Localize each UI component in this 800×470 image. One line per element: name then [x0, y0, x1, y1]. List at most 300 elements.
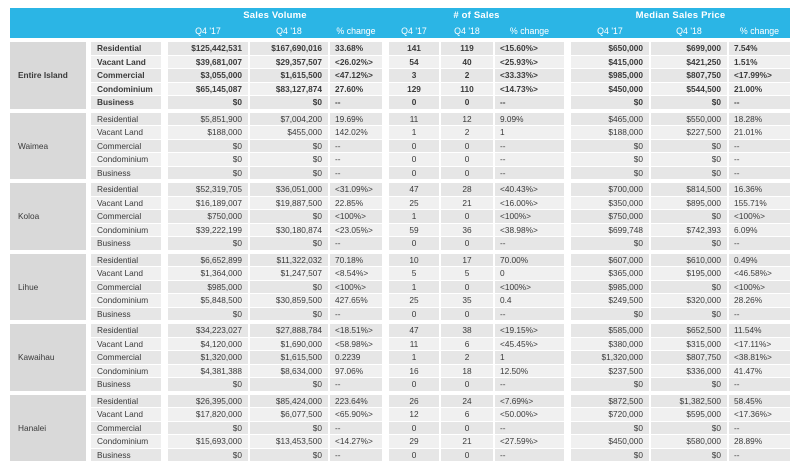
region-name: Koloa	[10, 183, 86, 250]
property-type-label: Vacant Land	[91, 197, 161, 210]
table-cell-sales_volume: $11,322,032	[250, 254, 328, 267]
table-cell-sales_volume: --	[330, 167, 382, 180]
table-cell-median_price: $415,000	[571, 56, 649, 69]
property-type-label: Business	[91, 237, 161, 250]
table-cell-median_price: $0	[651, 96, 727, 109]
table-cell-sales_volume: $5,848,500	[168, 294, 248, 307]
table-cell-median_price: $450,000	[571, 435, 649, 448]
table-cell-sales_volume: --	[330, 449, 382, 462]
table-cell-sales_volume: <100%>	[330, 210, 382, 223]
table-cell-num_sales: 12	[441, 113, 493, 126]
table-cell-sales_volume: <58.98%>	[330, 338, 382, 351]
table-cell-median_price: <100%>	[729, 210, 790, 223]
table-cell-num_sales: 0	[389, 237, 439, 250]
table-cell-median_price: --	[729, 153, 790, 166]
table-cell-sales_volume: $17,820,000	[168, 408, 248, 421]
table-cell-num_sales: 0	[441, 96, 493, 109]
table-cell-num_sales: --	[495, 449, 564, 462]
table-cell-sales_volume: $0	[168, 96, 248, 109]
table-cell-median_price: $0	[651, 153, 727, 166]
table-cell-sales_volume: $0	[250, 96, 328, 109]
table-cell-num_sales: 1	[389, 210, 439, 223]
table-cell-median_price: $595,000	[651, 408, 727, 421]
table-cell-num_sales: 0	[389, 140, 439, 153]
table-cell-sales_volume: 22.85%	[330, 197, 382, 210]
property-type-label: Commercial	[91, 69, 161, 82]
table-cell-num_sales: <7.69%>	[495, 395, 564, 408]
property-type-label: Business	[91, 96, 161, 109]
property-type-label: Vacant Land	[91, 408, 161, 421]
table-cell-median_price: $807,750	[651, 69, 727, 82]
table-cell-median_price: 21.00%	[729, 83, 790, 96]
table-cell-num_sales: 25	[389, 294, 439, 307]
table-cell-median_price: $0	[651, 140, 727, 153]
table-cell-sales_volume: $0	[168, 237, 248, 250]
property-type-label: Vacant Land	[91, 267, 161, 280]
table-cell-sales_volume: $0	[250, 378, 328, 391]
table-cell-num_sales: 54	[389, 56, 439, 69]
region-name: Lihue	[10, 254, 86, 321]
column-group-sales-volume: Sales Volume	[243, 10, 307, 21]
table-cell-sales_volume: $0	[250, 210, 328, 223]
table-cell-median_price: $807,750	[651, 351, 727, 364]
table-cell-num_sales: <15.60%>	[495, 42, 564, 55]
table-cell-sales_volume: <100%>	[330, 281, 382, 294]
table-cell-sales_volume: $0	[250, 237, 328, 250]
property-type-label: Commercial	[91, 351, 161, 364]
table-cell-num_sales: <25.93%>	[495, 56, 564, 69]
table-cell-sales_volume: $0	[168, 140, 248, 153]
table-cell-sales_volume: --	[330, 378, 382, 391]
table-cell-num_sales: 110	[441, 83, 493, 96]
table-cell-sales_volume: $0	[168, 378, 248, 391]
table-cell-median_price: $0	[571, 153, 649, 166]
table-cell-num_sales: 0	[389, 378, 439, 391]
table-cell-median_price: $380,000	[571, 338, 649, 351]
table-cell-num_sales: <19.15%>	[495, 324, 564, 337]
table-cell-sales_volume: $29,357,507	[250, 56, 328, 69]
table-cell-median_price: $0	[651, 210, 727, 223]
table-cell-num_sales: --	[495, 378, 564, 391]
table-cell-sales_volume: <18.51%>	[330, 324, 382, 337]
table-cell-sales_volume: $8,634,000	[250, 365, 328, 378]
table-cell-median_price: 28.26%	[729, 294, 790, 307]
table-cell-median_price: $720,000	[571, 408, 649, 421]
table-cell-sales_volume: $750,000	[168, 210, 248, 223]
table-cell-sales_volume: --	[330, 96, 382, 109]
table-cell-num_sales: --	[495, 308, 564, 321]
table-cell-num_sales: 47	[389, 183, 439, 196]
table-cell-num_sales: <45.45%>	[495, 338, 564, 351]
table-cell-num_sales: 0	[441, 210, 493, 223]
table-cell-sales_volume: $0	[250, 449, 328, 462]
table-cell-median_price: 58.45%	[729, 395, 790, 408]
table-cell-sales_volume: --	[330, 308, 382, 321]
subheader-mp-q4-18: Q4 '18	[676, 25, 702, 36]
property-type-label: Vacant Land	[91, 338, 161, 351]
table-cell-sales_volume: 27.60%	[330, 83, 382, 96]
column-group-num-sales: # of Sales	[453, 10, 500, 21]
table-cell-num_sales: <38.98%>	[495, 224, 564, 237]
table-cell-num_sales: 2	[441, 126, 493, 139]
table-cell-num_sales: 0	[441, 140, 493, 153]
table-cell-median_price: $350,000	[571, 197, 649, 210]
table-cell-sales_volume: <23.05%>	[330, 224, 382, 237]
table-cell-sales_volume: $188,000	[168, 126, 248, 139]
table-cell-num_sales: 1	[389, 351, 439, 364]
table-cell-num_sales: 6	[441, 338, 493, 351]
table-cell-sales_volume: $0	[250, 281, 328, 294]
table-cell-median_price: $580,000	[651, 435, 727, 448]
table-cell-median_price: --	[729, 308, 790, 321]
table-cell-median_price: $465,000	[571, 113, 649, 126]
table-cell-num_sales: 0	[441, 281, 493, 294]
property-type-label: Residential	[91, 395, 161, 408]
table-cell-sales_volume: 427.65%	[330, 294, 382, 307]
table-cell-num_sales: --	[495, 167, 564, 180]
property-type-label: Vacant Land	[91, 56, 161, 69]
table-cell-sales_volume: $0	[168, 449, 248, 462]
table-cell-num_sales: --	[495, 153, 564, 166]
sales-report-table	[10, 8, 790, 461]
table-cell-num_sales: 0	[441, 449, 493, 462]
table-cell-num_sales: 17	[441, 254, 493, 267]
table-cell-num_sales: --	[495, 237, 564, 250]
subheader-ns-q4-17: Q4 '17	[401, 25, 427, 36]
table-cell-sales_volume: $0	[168, 167, 248, 180]
table-cell-num_sales: <40.43%>	[495, 183, 564, 196]
table-cell-sales_volume: $0	[168, 422, 248, 435]
table-cell-num_sales: 129	[389, 83, 439, 96]
table-cell-num_sales: 0.4	[495, 294, 564, 307]
table-cell-num_sales: 141	[389, 42, 439, 55]
subheader-mp-q4-17: Q4 '17	[597, 25, 623, 36]
property-type-label: Business	[91, 308, 161, 321]
table-cell-sales_volume: $1,364,000	[168, 267, 248, 280]
table-cell-num_sales: 0	[389, 167, 439, 180]
property-type-label: Commercial	[91, 422, 161, 435]
table-cell-sales_volume: $0	[250, 308, 328, 321]
table-cell-median_price: $699,000	[651, 42, 727, 55]
table-cell-median_price: <17.11%>	[729, 338, 790, 351]
table-cell-sales_volume: 70.18%	[330, 254, 382, 267]
table-cell-num_sales: 3	[389, 69, 439, 82]
table-cell-num_sales: 0	[389, 153, 439, 166]
table-cell-median_price: <17.36%>	[729, 408, 790, 421]
table-cell-num_sales: 2	[441, 351, 493, 364]
table-cell-median_price: --	[729, 96, 790, 109]
table-cell-median_price: $872,500	[571, 395, 649, 408]
table-cell-num_sales: 0	[441, 308, 493, 321]
table-cell-median_price: $188,000	[571, 126, 649, 139]
region-block	[10, 324, 790, 391]
table-cell-median_price: $814,500	[651, 183, 727, 196]
table-cell-sales_volume: $0	[250, 140, 328, 153]
table-cell-median_price: $699,748	[571, 224, 649, 237]
table-cell-num_sales: 21	[441, 435, 493, 448]
table-cell-sales_volume: $1,690,000	[250, 338, 328, 351]
table-cell-sales_volume: $19,887,500	[250, 197, 328, 210]
region-name: Hanalei	[10, 395, 86, 462]
table-cell-num_sales: 35	[441, 294, 493, 307]
table-cell-median_price: $0	[571, 140, 649, 153]
table-cell-median_price: $365,000	[571, 267, 649, 280]
table-cell-num_sales: 11	[389, 113, 439, 126]
table-cell-median_price: $421,250	[651, 56, 727, 69]
table-cell-num_sales: 25	[389, 197, 439, 210]
table-cell-median_price: $544,500	[651, 83, 727, 96]
table-cell-median_price: --	[729, 140, 790, 153]
table-cell-num_sales: <100%>	[495, 281, 564, 294]
table-cell-median_price: 16.36%	[729, 183, 790, 196]
table-cell-median_price: $895,000	[651, 197, 727, 210]
table-cell-sales_volume: 142.02%	[330, 126, 382, 139]
table-cell-sales_volume: <65.90%>	[330, 408, 382, 421]
table-cell-median_price: $0	[571, 167, 649, 180]
table-cell-sales_volume: 0.2239	[330, 351, 382, 364]
table-body	[10, 42, 790, 461]
table-cell-sales_volume: $39,222,199	[168, 224, 248, 237]
table-cell-sales_volume: $7,004,200	[250, 113, 328, 126]
table-cell-sales_volume: $3,055,000	[168, 69, 248, 82]
table-cell-num_sales: 24	[441, 395, 493, 408]
table-cell-num_sales: 0	[441, 153, 493, 166]
subheader-sv-pct: % change	[336, 25, 376, 36]
table-cell-median_price: $585,000	[571, 324, 649, 337]
table-cell-sales_volume: $1,320,000	[168, 351, 248, 364]
table-cell-num_sales: 5	[441, 267, 493, 280]
table-cell-num_sales: 21	[441, 197, 493, 210]
table-cell-sales_volume: $30,859,500	[250, 294, 328, 307]
table-cell-median_price: $607,000	[571, 254, 649, 267]
table-cell-median_price: $985,000	[571, 69, 649, 82]
table-cell-median_price: $0	[571, 449, 649, 462]
table-cell-num_sales: 1	[495, 126, 564, 139]
table-cell-sales_volume: $455,000	[250, 126, 328, 139]
table-cell-num_sales: 70.00%	[495, 254, 564, 267]
table-cell-sales_volume: --	[330, 237, 382, 250]
table-cell-num_sales: 29	[389, 435, 439, 448]
table-cell-median_price: <38.81%>	[729, 351, 790, 364]
table-cell-sales_volume: --	[330, 422, 382, 435]
table-cell-num_sales: 10	[389, 254, 439, 267]
table-cell-median_price: $237,500	[571, 365, 649, 378]
property-type-label: Condominium	[91, 153, 161, 166]
property-type-label: Commercial	[91, 140, 161, 153]
table-cell-median_price: $249,500	[571, 294, 649, 307]
table-cell-median_price: $227,500	[651, 126, 727, 139]
table-cell-sales_volume: --	[330, 153, 382, 166]
property-type-label: Residential	[91, 42, 161, 55]
table-cell-median_price: --	[729, 449, 790, 462]
table-cell-num_sales: <14.73%>	[495, 83, 564, 96]
table-cell-sales_volume: $83,127,874	[250, 83, 328, 96]
table-cell-sales_volume: $0	[168, 308, 248, 321]
table-cell-num_sales: <50.00%>	[495, 408, 564, 421]
property-type-label: Business	[91, 378, 161, 391]
table-cell-sales_volume: --	[330, 140, 382, 153]
table-cell-sales_volume: $36,051,000	[250, 183, 328, 196]
table-cell-num_sales: 59	[389, 224, 439, 237]
table-cell-median_price: 7.54%	[729, 42, 790, 55]
table-cell-num_sales: 16	[389, 365, 439, 378]
region-name: Waimea	[10, 113, 86, 180]
table-cell-num_sales: --	[495, 422, 564, 435]
property-type-label: Commercial	[91, 281, 161, 294]
table-cell-num_sales: 5	[389, 267, 439, 280]
table-cell-sales_volume: $985,000	[168, 281, 248, 294]
region-name: Kawaihau	[10, 324, 86, 391]
table-cell-sales_volume: $52,319,705	[168, 183, 248, 196]
table-cell-num_sales: 36	[441, 224, 493, 237]
table-cell-median_price: $450,000	[571, 83, 649, 96]
region-block	[10, 42, 790, 109]
table-cell-median_price: $0	[651, 167, 727, 180]
table-cell-sales_volume: <31.09%>	[330, 183, 382, 196]
subheader-mp-pct: % change	[739, 25, 780, 36]
table-cell-sales_volume: $5,851,900	[168, 113, 248, 126]
region-block	[10, 254, 790, 321]
table-cell-sales_volume: 33.68%	[330, 42, 382, 55]
table-cell-num_sales: 9.09%	[495, 113, 564, 126]
table-cell-num_sales: 1	[389, 126, 439, 139]
table-cell-num_sales: <100%>	[495, 210, 564, 223]
table-cell-num_sales: --	[495, 140, 564, 153]
table-cell-sales_volume: $6,652,899	[168, 254, 248, 267]
table-cell-num_sales: 0	[495, 267, 564, 280]
table-cell-sales_volume: $16,189,007	[168, 197, 248, 210]
table-cell-sales_volume: $1,615,500	[250, 69, 328, 82]
table-cell-sales_volume: $125,442,531	[168, 42, 248, 55]
region-block	[10, 113, 790, 180]
table-cell-sales_volume: $6,077,500	[250, 408, 328, 421]
table-cell-median_price: $315,000	[651, 338, 727, 351]
column-group-median-sales-price: Median Sales Price	[635, 10, 726, 21]
table-cell-num_sales: 0	[441, 378, 493, 391]
subheader-ns-q4-18: Q4 '18	[454, 25, 480, 36]
table-cell-sales_volume: $27,888,784	[250, 324, 328, 337]
table-cell-median_price: --	[729, 422, 790, 435]
property-type-label: Condominium	[91, 435, 161, 448]
table-cell-num_sales: 40	[441, 56, 493, 69]
table-cell-num_sales: 11	[389, 338, 439, 351]
table-cell-sales_volume: $4,120,000	[168, 338, 248, 351]
table-cell-num_sales: 0	[441, 237, 493, 250]
table-cell-num_sales: 2	[441, 69, 493, 82]
table-cell-num_sales: 6	[441, 408, 493, 421]
table-cell-num_sales: 12	[389, 408, 439, 421]
table-cell-num_sales: 1	[389, 281, 439, 294]
table-cell-sales_volume: <8.54%>	[330, 267, 382, 280]
table-cell-median_price: 21.01%	[729, 126, 790, 139]
table-cell-median_price: $320,000	[651, 294, 727, 307]
table-cell-sales_volume: $13,453,500	[250, 435, 328, 448]
table-cell-median_price: $0	[651, 422, 727, 435]
table-cell-median_price: 6.09%	[729, 224, 790, 237]
table-cell-sales_volume: $34,223,027	[168, 324, 248, 337]
property-type-label: Residential	[91, 183, 161, 196]
table-cell-sales_volume: $0	[250, 153, 328, 166]
table-cell-median_price: --	[729, 378, 790, 391]
table-cell-sales_volume: $1,615,500	[250, 351, 328, 364]
table-cell-sales_volume: $65,145,087	[168, 83, 248, 96]
property-type-label: Condominium	[91, 365, 161, 378]
table-cell-sales_volume: $167,690,016	[250, 42, 328, 55]
table-cell-sales_volume: 97.06%	[330, 365, 382, 378]
table-cell-median_price: $652,500	[651, 324, 727, 337]
table-cell-sales_volume: <47.12%>	[330, 69, 382, 82]
table-cell-sales_volume: $26,395,000	[168, 395, 248, 408]
property-type-label: Condominium	[91, 294, 161, 307]
table-cell-sales_volume: $85,424,000	[250, 395, 328, 408]
property-type-label: Residential	[91, 113, 161, 126]
table-cell-median_price: 11.54%	[729, 324, 790, 337]
table-cell-num_sales: 1	[495, 351, 564, 364]
table-cell-median_price: $0	[651, 281, 727, 294]
table-cell-num_sales: <16.00%>	[495, 197, 564, 210]
table-cell-median_price: $700,000	[571, 183, 649, 196]
table-cell-num_sales: 12.50%	[495, 365, 564, 378]
table-cell-num_sales: 18	[441, 365, 493, 378]
table-cell-sales_volume: $4,381,388	[168, 365, 248, 378]
table-cell-median_price: $1,320,000	[571, 351, 649, 364]
table-cell-median_price: <46.58%>	[729, 267, 790, 280]
table-cell-median_price: <17.99%>	[729, 69, 790, 82]
table-cell-num_sales: <33.33%>	[495, 69, 564, 82]
table-cell-sales_volume: $0	[250, 422, 328, 435]
table-cell-num_sales: 47	[389, 324, 439, 337]
table-cell-median_price: $650,000	[571, 42, 649, 55]
table-cell-num_sales: 0	[389, 449, 439, 462]
table-cell-sales_volume: <14.27%>	[330, 435, 382, 448]
table-cell-median_price: 18.28%	[729, 113, 790, 126]
table-cell-num_sales: 0	[441, 422, 493, 435]
property-type-label: Commercial	[91, 210, 161, 223]
table-cell-num_sales: 0	[389, 96, 439, 109]
property-type-label: Business	[91, 449, 161, 462]
region-block	[10, 183, 790, 250]
table-cell-median_price: $0	[651, 449, 727, 462]
table-cell-median_price: $550,000	[651, 113, 727, 126]
property-type-label: Residential	[91, 254, 161, 267]
table-cell-sales_volume: $1,247,507	[250, 267, 328, 280]
table-cell-median_price: $0	[651, 378, 727, 391]
property-type-label: Residential	[91, 324, 161, 337]
table-cell-sales_volume: $0	[168, 153, 248, 166]
table-cell-median_price: 155.71%	[729, 197, 790, 210]
property-type-label: Condominium	[91, 83, 161, 96]
table-cell-median_price: 41.47%	[729, 365, 790, 378]
table-cell-num_sales: 26	[389, 395, 439, 408]
table-cell-median_price: $0	[571, 96, 649, 109]
table-cell-median_price: $0	[571, 308, 649, 321]
table-cell-median_price: $195,000	[651, 267, 727, 280]
subheader-sv-q4-18: Q4 '18	[276, 25, 302, 36]
table-cell-sales_volume: 223.64%	[330, 395, 382, 408]
table-cell-sales_volume: 19.69%	[330, 113, 382, 126]
table-cell-sales_volume: $0	[250, 167, 328, 180]
table-header	[10, 8, 790, 38]
table-cell-num_sales: 0	[389, 422, 439, 435]
table-cell-num_sales: 0	[441, 167, 493, 180]
table-cell-sales_volume: <26.02%>	[330, 56, 382, 69]
subheader-sv-q4-17: Q4 '17	[195, 25, 221, 36]
table-cell-median_price: $610,000	[651, 254, 727, 267]
table-cell-num_sales: <27.59%>	[495, 435, 564, 448]
table-cell-median_price: $0	[571, 422, 649, 435]
property-type-label: Condominium	[91, 224, 161, 237]
table-cell-median_price: $1,382,500	[651, 395, 727, 408]
